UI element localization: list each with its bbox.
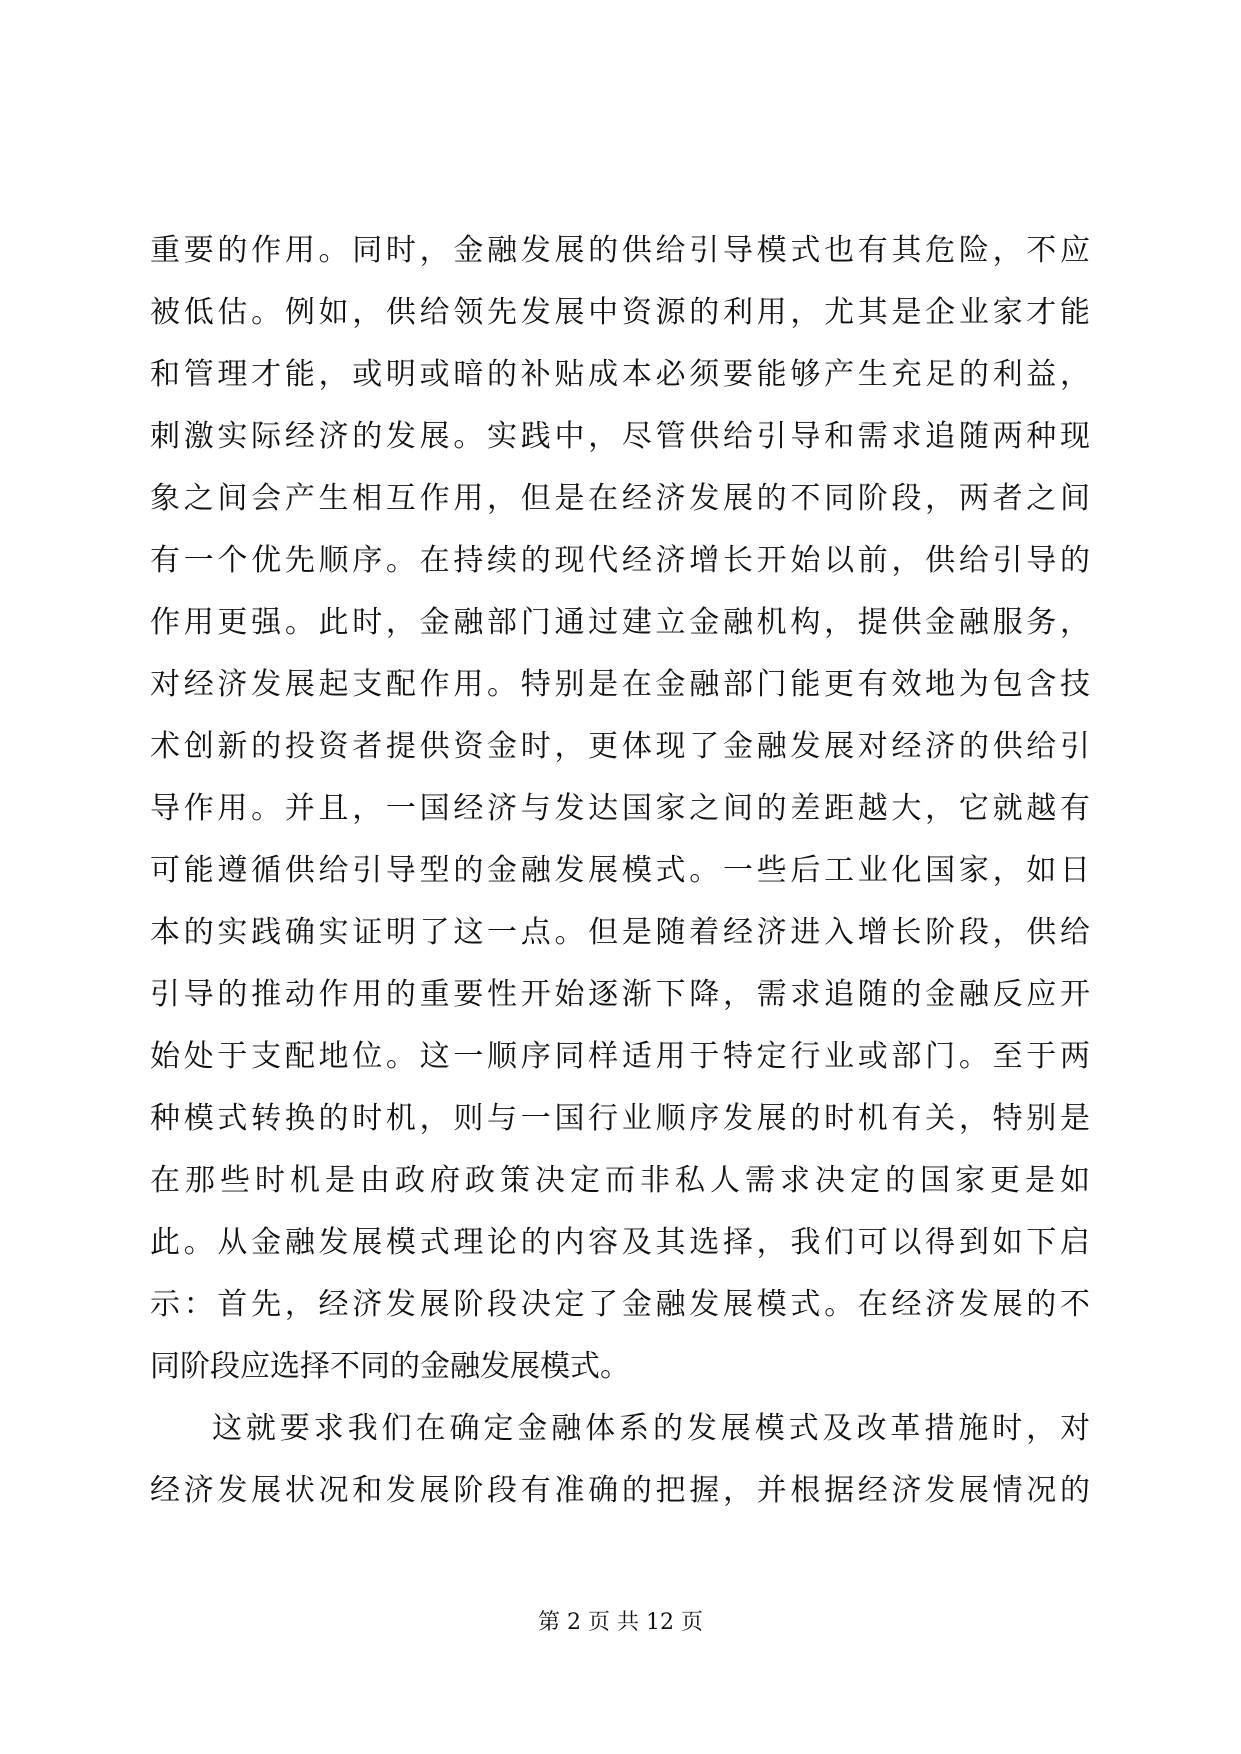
text-line: 重要的作用。同时，金融发展的供给引导模式也有其危险，不应 [150, 233, 1090, 268]
text-line: 本的实践确实证明了这一点。但是随着经济进入增长阶段，供给 [150, 915, 1090, 950]
body-text [150, 220, 1090, 1522]
text-line: 此。从金融发展模式理论的内容及其选择，我们可以得到如下启 [150, 1225, 1090, 1260]
paragraph-first-line: 这就要求我们在确定金融体系的发展模式及改革措施时，对 [212, 1411, 1090, 1446]
text-line: 刺激实际经济的发展。实践中，尽管供给引导和需求追随两种现 [150, 419, 1090, 454]
text-line: 同阶段应选择不同的金融发展模式。 [150, 1349, 630, 1384]
page-number-footer: 第 2 页 共 12 页 [538, 1610, 703, 1635]
text-line: 对经济发展起支配作用。特别是在金融部门能更有效地为包含技 [150, 667, 1090, 702]
text-line: 可能遵循供给引导型的金融发展模式。一些后工业化国家，如日 [150, 853, 1090, 888]
text-line: 示：首先，经济发展阶段决定了金融发展模式。在经济发展的不 [150, 1287, 1090, 1322]
text-line: 始处于支配地位。这一顺序同样适用于特定行业或部门。至于两 [150, 1039, 1090, 1074]
text-line: 被低估。例如，供给领先发展中资源的利用，尤其是企业家才能 [150, 295, 1090, 330]
text-line: 象之间会产生相互作用，但是在经济发展的不同阶段，两者之间 [150, 481, 1090, 516]
text-line: 和管理才能，或明或暗的补贴成本必须要能够产生充足的利益， [150, 357, 1090, 392]
text-line: 作用更强。此时，金融部门通过建立金融机构，提供金融服务， [150, 605, 1090, 640]
text-line: 经济发展状况和发展阶段有准确的把握，并根据经济发展情况的 [150, 1473, 1090, 1508]
text-line: 术创新的投资者提供资金时，更体现了金融发展对经济的供给引 [150, 729, 1090, 764]
text-line: 有一个优先顺序。在持续的现代经济增长开始以前，供给引导的 [150, 543, 1090, 578]
text-line: 引导的推动作用的重要性开始逐渐下降，需求追随的金融反应开 [150, 977, 1090, 1012]
text-line: 在那些时机是由政府政策决定而非私人需求决定的国家更是如 [150, 1163, 1090, 1198]
text-line: 导作用。并且，一国经济与发达国家之间的差距越大，它就越有 [150, 791, 1090, 826]
text-line: 种模式转换的时机，则与一国行业顺序发展的时机有关，特别是 [150, 1101, 1090, 1136]
